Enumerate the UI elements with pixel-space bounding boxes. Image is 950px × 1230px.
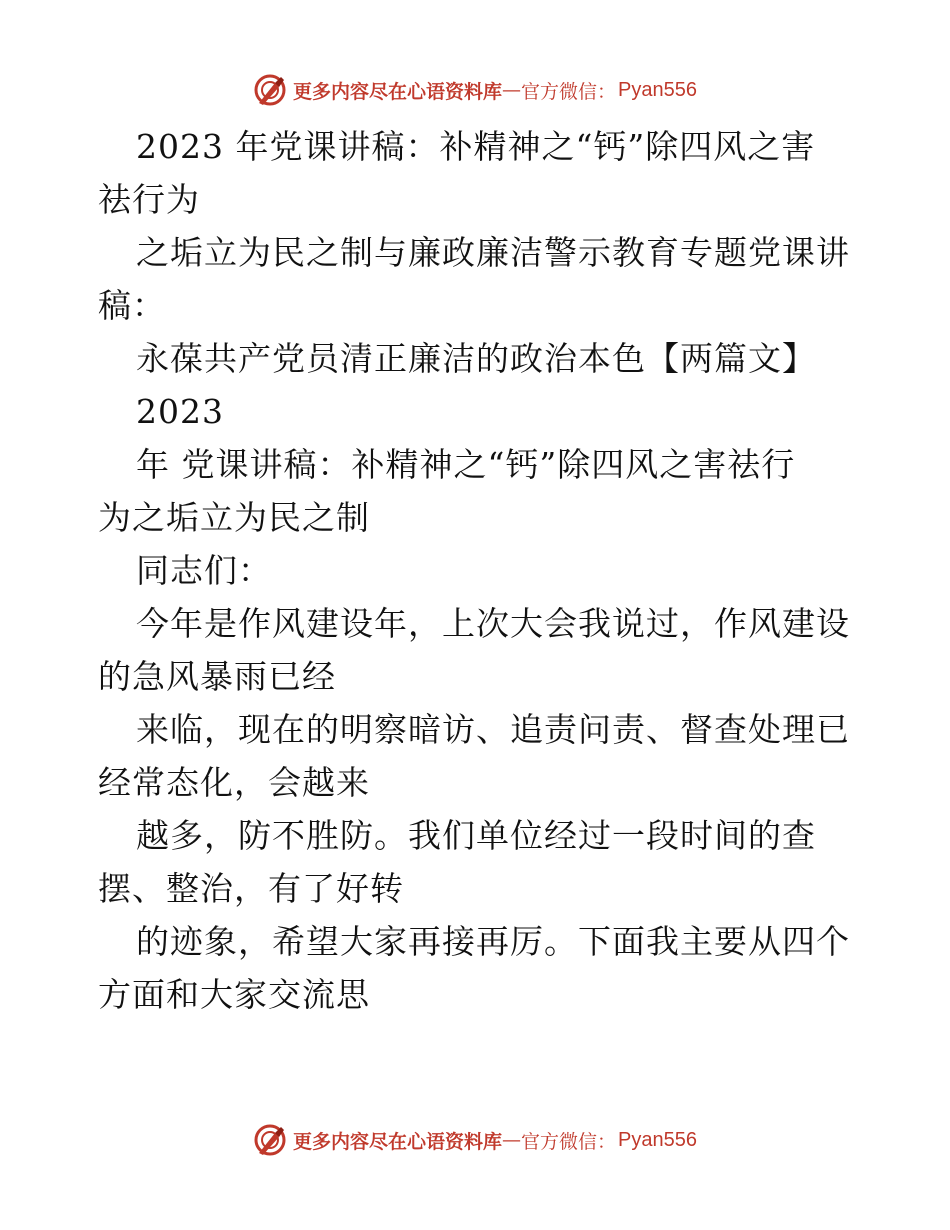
text-line: 2023 年党课讲稿：补精神之“钙”除四风之害: [136, 127, 816, 166]
text-line: 2023: [136, 392, 224, 431]
text-line: 同志们：: [136, 551, 272, 590]
document-body: [98, 120, 858, 1021]
text-line: 的迹象，希望大家再接再厉。下面我主要从四个: [136, 922, 850, 961]
footer-banner: [0, 1120, 950, 1160]
banner-slogan: 更多内容尽在心语资料库: [293, 80, 503, 103]
text-line: 今年是作风建设年，上次大会我说过，作风建设: [136, 604, 850, 643]
banner-wechat-label: 官方微信：: [521, 80, 617, 103]
pen-nib-logo-icon: [253, 73, 287, 107]
text-line: 摆、整治，有了好转: [98, 869, 404, 908]
text-line: 方面和大家交流思: [98, 975, 370, 1014]
pen-nib-logo-icon: [253, 1123, 287, 1157]
text-line: 稿：: [98, 286, 166, 325]
text-line: 的急风暴雨已经: [98, 657, 336, 696]
banner-separator: —: [502, 79, 522, 101]
banner-wechat-id: Pyan556: [618, 78, 697, 101]
text-line: 为之垢立为民之制: [98, 498, 370, 537]
banner-wechat-id: Pyan556: [618, 1128, 697, 1151]
header-banner: [0, 70, 950, 110]
text-line: 祛行为: [98, 180, 200, 219]
text-line: 永葆共产党员清正廉洁的政治本色【两篇文】: [136, 339, 816, 378]
banner-slogan: 更多内容尽在心语资料库: [293, 1130, 503, 1153]
text-line: 经常态化，会越来: [98, 763, 370, 802]
text-line: 越多，防不胜防。我们单位经过一段时间的查: [136, 816, 816, 855]
banner-wechat-label: 官方微信：: [521, 1130, 617, 1153]
text-line: 来临，现在的明察暗访、追责问责、督查处理已: [136, 710, 850, 749]
banner-separator: —: [502, 1129, 522, 1151]
text-line: 年 党课讲稿：补精神之“钙”除四风之害祛行: [136, 445, 796, 484]
text-line: 之垢立为民之制与廉政廉洁警示教育专题党课讲: [136, 233, 850, 272]
